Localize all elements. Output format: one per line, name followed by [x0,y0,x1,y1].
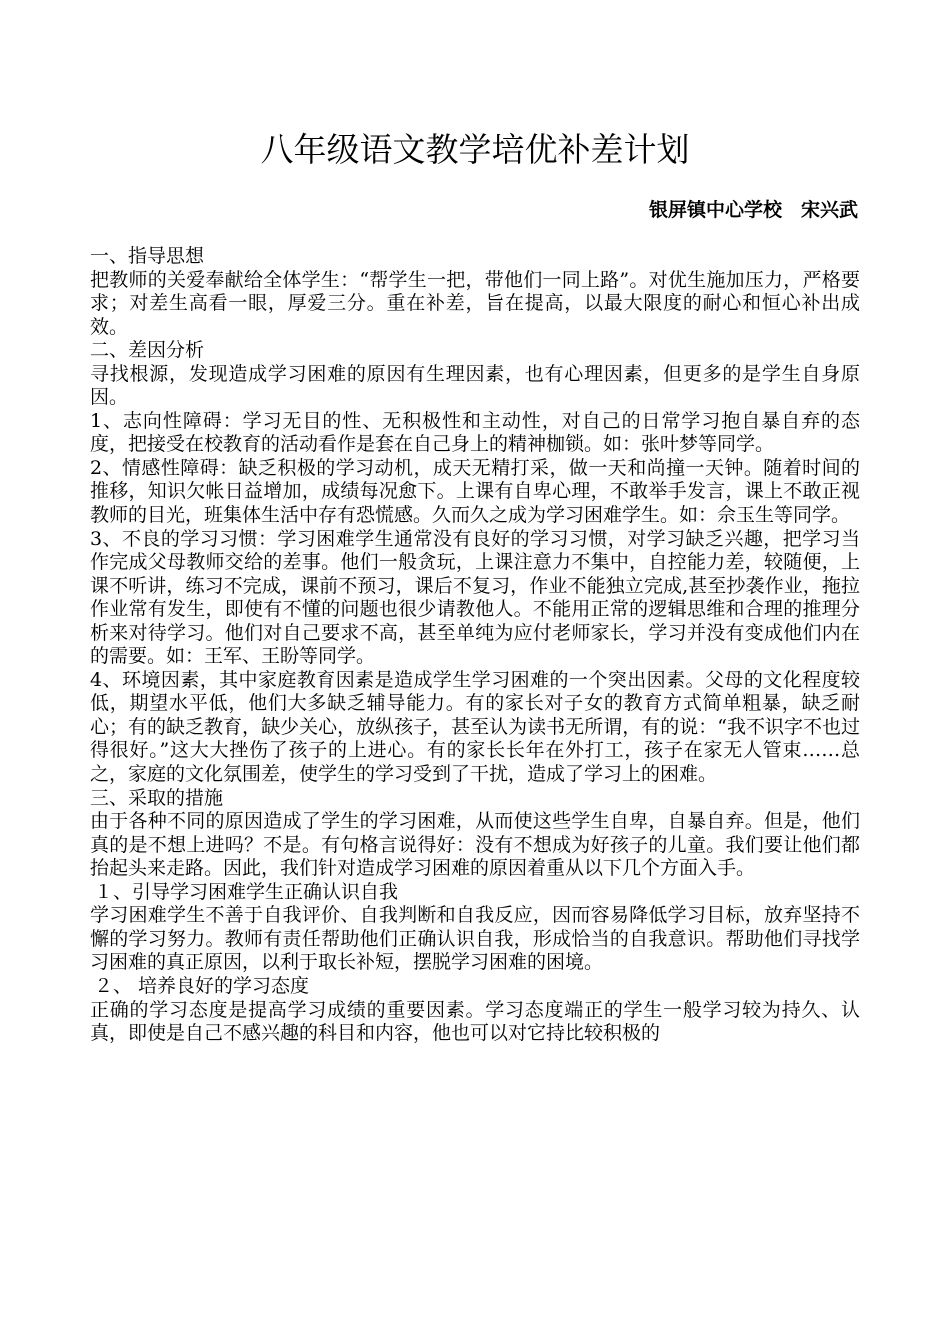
subsection-heading: ２、 培养良好的学习态度 [94,974,310,997]
subsection-heading: １、引导学习困难学生正确认识自我 [94,880,399,903]
author-line: 银屏镇中心学校 宋兴武 [648,199,858,221]
document-title: 八年级语文教学培优补差计划 [260,130,690,169]
section-heading: 一、指导思想 [90,245,205,267]
paragraph: 3、不良的学习习惯：学习困难学生通常没有良好的学习习惯，对学习缺乏兴趣，把学习当作完成父母教师交给的差事。他们一般贪玩，上课注意力不集中，自控能力差，较随便，上课不听讲，练习不完成，课前不预习，课后不复习，作业不能独立完成,甚至抄袭作业，拖拉作业常有发生，即使有不懂的问题也很少请教他人。不能用正常的逻辑思维和合理的推理分析来对待学习。他们对自己要求不高，甚至单纯为应付老师家长，学习并没有变成他们内在的需要。如：王军、王盼等同学。 [90,527,860,668]
paragraph: 寻找根源，发现造成学习困难的原因有生理因素，也有心理因素，但更多的是学生自身原因。 [90,362,860,409]
paragraph: 学习困难学生不善于自我评价、自我判断和自我反应，因而容易降低学习目标，放弃坚持不懈的学习努力。教师有责任帮助他们正确认识自我，形成恰当的自我意识。帮助他们寻找学习困难的真正原因，以利于取长补短，摆脱学习困难的困境。 [90,904,860,974]
paragraph: 把教师的关爱奉献给全体学生：“帮学生一把，带他们一同上路”。对优生施加压力，严格要求；对差生高看一眼，厚爱三分。重在补差，旨在提高，以最大限度的耐心和恒心补出成效。 [90,268,860,338]
paragraph: 正确的学习态度是提高学习成绩的重要因素。学习态度端正的学生一般学习较为持久、认真，即使是自己不感兴趣的科目和内容，他也可以对它持比较积极的 [90,998,860,1045]
section-heading: 二、差因分析 [90,339,205,362]
paragraph: 由于各种不同的原因造成了学生的学习困难，从而使这些学生自卑，自暴自弃。但是，他们真的是不想上进吗？不是。有句格言说得好：没有不想成为好孩子的儿童。我们要让他们都抬起头来走路。因此，我们针对造成学习困难的原因着重从以下几个方面入手。 [90,810,860,880]
section-heading: 三、采取的措施 [90,786,224,809]
paragraph: 2、情感性障碍：缺乏积极的学习动机，成天无精打采，做一天和尚撞一天钟。随着时间的推移，知识欠帐日益增加，成绩每况愈下。上课有自卑心理，不敢举手发言，课上不敢正视教师的目光，班集体生活中存有恐慌感。久而久之成为学习困难学生。如：佘玉生等同学。 [90,456,860,527]
paragraph: 4、环境因素，其中家庭教育因素是造成学生学习困难的一个突出因素。父母的文化程度较低，期望水平低，他们大多缺乏辅导能力。有的家长对子女的教育方式简单粗暴，缺乏耐心；有的缺乏教育，缺少关心，放纵孩子，甚至认为读书无所谓，有的说：“我不识字不也过得很好。”这大大挫伤了孩子的上进心。有的家长长年在外打工，孩子在家无人管束……总之，家庭的文化氛围差，使学生的学习受到了干扰，造成了学习上的困难。 [90,668,860,786]
document-body [90,245,860,1046]
paragraph: 1、志向性障碍：学习无目的性、无积极性和主动性，对自己的日常学习抱自暴自弃的态度，把接受在校教育的活动看作是套在自己身上的精神枷锁。如：张叶梦等同学。 [90,409,860,456]
